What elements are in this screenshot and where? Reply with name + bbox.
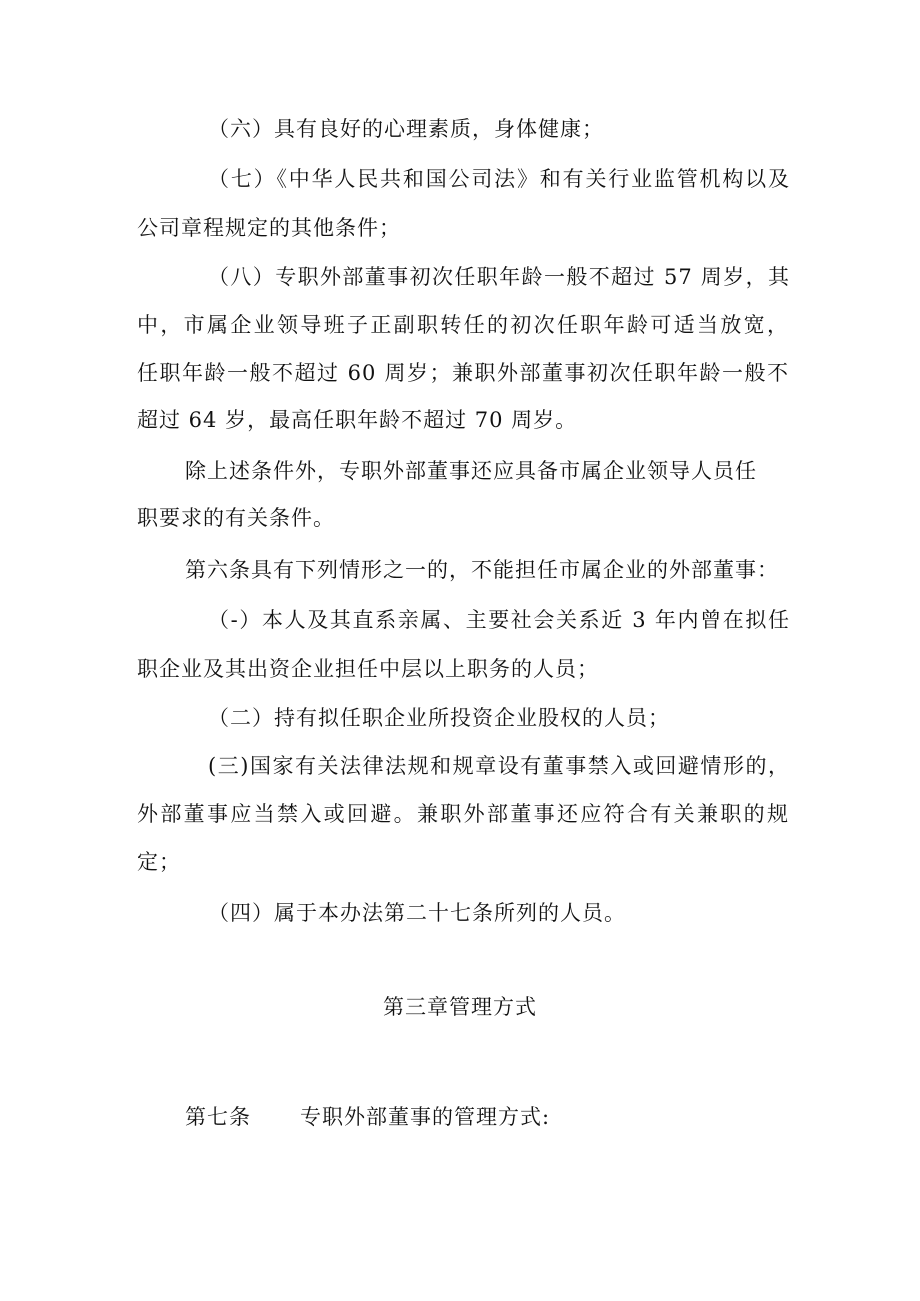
paragraph-item-7-line-1: （七）《中华人民共和国公司法》和有关行业监管机构以及 <box>208 167 790 191</box>
article-6-item-3-line-3: 定； <box>137 850 181 874</box>
paragraph-item-6: （六）具有良好的心理素质，身体健康； <box>208 117 604 141</box>
paragraph-extra-conditions-line-1: 除上述条件外，专职外部董事还应具备市属企业领导人员任 <box>185 459 757 483</box>
article-6-item-1-line-2: 职企业及其出资企业担任中层以上职务的人员； <box>137 657 599 681</box>
article-6-item-1-line-1: （-）本人及其直系亲属、主要社会关系近 3 年内曾在拟任 <box>208 608 790 632</box>
paragraph-item-8-line-1: （八）专职外部董事初次任职年龄一般不超过 57 周岁，其 <box>208 265 790 289</box>
paragraph-item-8-line-4: 超过 64 岁，最高任职年龄不超过 70 周岁。 <box>137 408 578 432</box>
chapter-heading: 第三章管理方式 <box>383 995 537 1019</box>
article-7-label: 第七条 <box>185 1105 251 1129</box>
article-6-item-3-line-1: (三)国家有关法律法规和规章设有董事禁入或回避情形的， <box>208 754 790 778</box>
paragraph-item-8-line-3: 任职年龄一般不超过 60 周岁；兼职外部董事初次任职年龄一般不 <box>137 361 789 385</box>
paragraph-item-7-line-2: 公司章程规定的其他条件； <box>137 216 401 240</box>
article-6-item-4: （四）属于本办法第二十七条所列的人员。 <box>208 901 626 925</box>
paragraph-item-8-line-2: 中，市属企业领导班子正副职转任的初次任职年龄可适当放宽， <box>137 313 789 337</box>
article-6-item-2: （二）持有拟任职企业所投资企业股权的人员； <box>208 706 670 730</box>
article-7-text: 专职外部董事的管理方式: <box>300 1105 551 1129</box>
paragraph-extra-conditions-line-2: 职要求的有关条件。 <box>137 506 335 530</box>
article-6-heading: 第六条具有下列情形之一的，不能担任市属企业的外部董事： <box>185 558 779 582</box>
article-6-item-3-line-2: 外部董事应当禁入或回避。兼职外部董事还应符合有关兼职的规 <box>137 802 789 826</box>
